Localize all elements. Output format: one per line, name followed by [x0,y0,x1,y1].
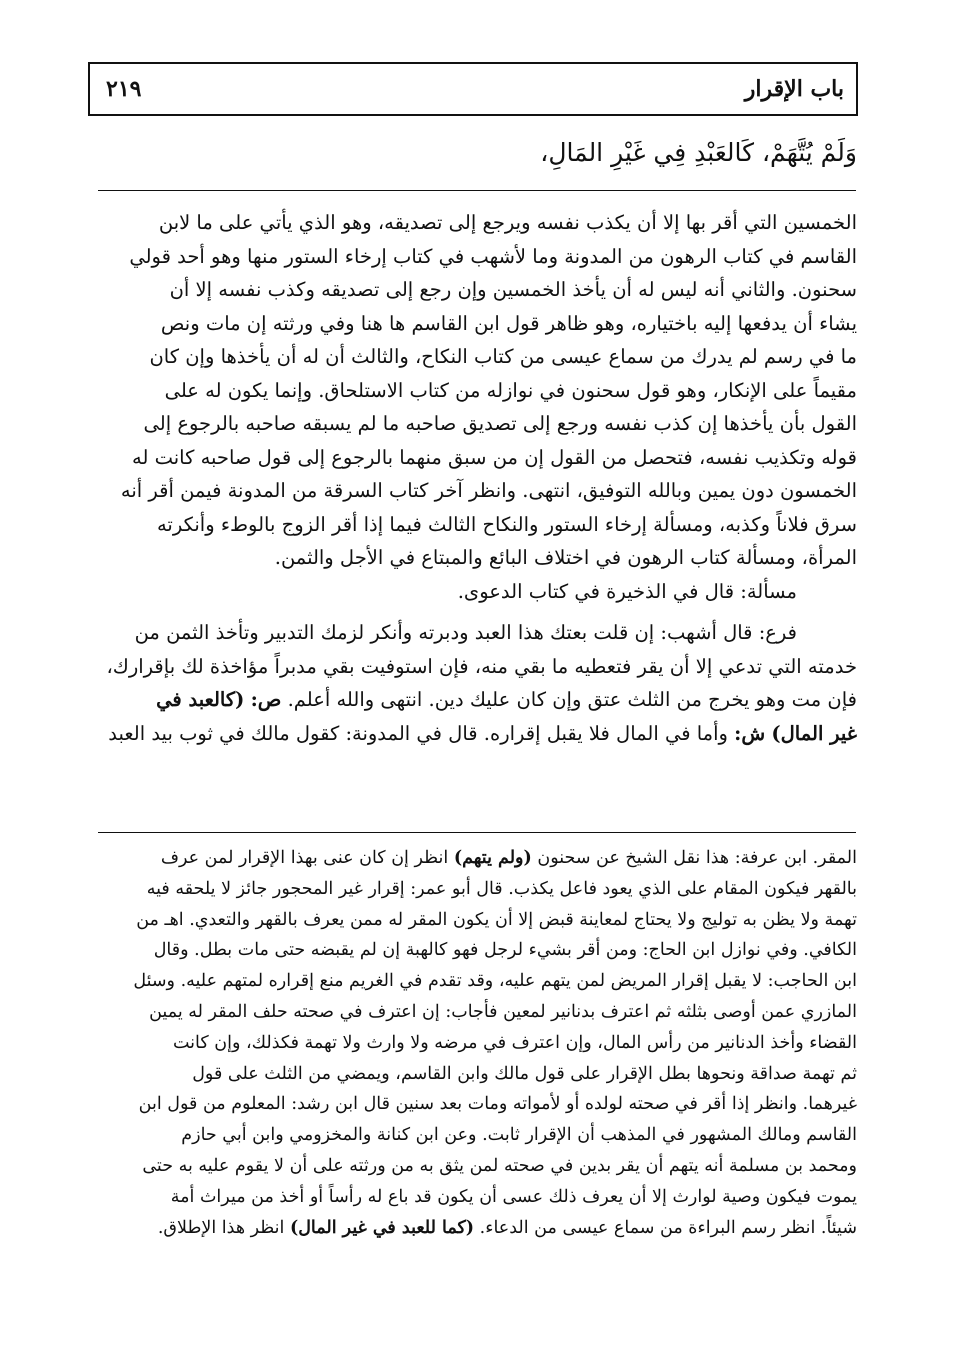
matn-text: وَلَمْ يُتَّهَمْ، كَالعَبْدِ فِي غَيْرِ المَالِ، [540,138,857,167]
footnote-text: المقر. ابن عرفة: هذا نقل الشيخ عن سحنون [537,848,857,868]
footnote-line: بالقهر فيكون المقام على الذي يعود فاعل يكذب. قال أبو عمر: إقرار غير المحجور جائز لا يلحقه فيه [146,878,857,899]
commentary-line: سرق فلاناً وكذبه، ومسألة إرخاء الستور والنكاح الثالث فيما إذا أقر الزوج بالوطء وأنكرته [156,512,857,536]
footnote-quote: (كما للعبد في غير المال) [289,1217,475,1238]
footnote-text: شيئاً. انظر رسم البراءة من سماع عيسى من الدعاء. [479,1217,857,1238]
commentary-line: مقيماً على الإنكار، وهو قول سحنون في نوازله من كتاب الاستلحاق. وإنما يكون له على [164,378,857,402]
commentary-line: الخمسين التي أقر بها إلا أن يكذب نفسه ويرجع إلى تصديقه، وهو الذي يأتي على ما لابن [158,211,857,234]
page-header [88,62,858,116]
footnote-line: تهمة ولا يظن به توليج ولا يحتاج لمعاينة قبض إلا أن يكون المقر له ممن يعرف بالقهر والتعدي. اهـ من [136,909,857,930]
commentary-line: القاسم في كتاب الرهون من المدونة وما لأشهب في كتاب إرخاء الستور منها وهو أحد قولي [129,244,857,268]
quoted-phrase: غير المال) [771,721,857,745]
page-number: ٢١٩ [106,76,142,102]
footnote-line: القاسم ومالك المشهور في المذهب أن الإقرار ثابت. وعن ابن كنانة والمخزومي وابن أبي حازم [181,1125,857,1146]
commentary-line: المرأة، ومسألة كتاب الرهون في اختلاف البائع والمبتاع في الأجل والثمن. [274,546,857,569]
footnote-line: غيرهما. وانظر إذا أقر في صحته لولده أو لأمواته ومات بعد سنين قال ابن رشد: المعلوم من قول ابن [138,1094,857,1115]
footnote-block [91,843,857,1243]
far-line: خدمته التي تدعي إلا أن يقر فتعطيه ما بقي منه، فإن استوفيت بقي مدبراً مؤاخذة لك بإقرارك، [106,654,857,678]
footnote-line: يموت فيكون وصية لوارث إلا أن يعرف ذلك عسى أن يكون قد باع له رأساً أو أخذ من ميراث أمة [170,1186,857,1207]
divider-top [98,190,856,191]
commentary-line: سحنون. والثاني أنه ليس له أن يأخذ الخمسين وإن رجع إلى تصديقه وكذب نفسه إلا أن [169,278,857,301]
footnote-line-first [91,843,857,874]
masala-line: مسألة: قال في الذخيرة في كتاب الدعوى. [457,579,797,603]
commentary-line: الخمسون دون يمين وبالله التوفيق، انتهى. وانظر آخر كتاب السرقة من المدونة فيمن أقر أنه [120,479,857,502]
commentary-line: يشاء أن يدفعها إليه باختياره، وهو ظاهر قول ابن القاسم ها هنا وفي ورثته إن مات ونص [160,311,857,335]
far-line: فرع: قال أشهب: إن قلت بعتك هذا العبد ودبرته وأنكر لزمك التدبير وتأخذ الثمن من [134,621,797,644]
far-line-with-sad [91,683,857,717]
divider-footnote [98,832,856,833]
sad-quote: (كالعبد في [156,688,245,711]
shin-label: ش: [734,721,766,745]
chapter-title: باب الإقرار [744,76,844,102]
commentary-block [91,206,857,750]
shin-line [91,717,857,751]
footnote-line: المازري عمن أوصى بثلثه ثم اعترف بدنانير لمعين فأجاب: إن اعترف في صحته حلف المقر له يمين [149,1001,857,1022]
footnote-line: ومحمد بن مسلمة أنه يتهم أن يقر بدين في صحته لمن يثق به من ورثته على أن لا يقوم عليه به حتى [142,1155,857,1176]
footnote-text: انظر هذا الإطلاق. [157,1217,285,1238]
commentary-line: قوله وتكذيب نفسه، فتحصل من القول إن من سبق منهما بالرجوع إلى قول صاحبه كانت له [132,445,857,469]
paragraph-gap [91,608,857,616]
footnote-line: ثم تهمة صداقة ونحوها بطل الإقرار على قول مالك وابن القاسم، ويمضي من الثلث على قول [192,1063,857,1084]
footnote-line: الكافي. وفي نوازل ابن الحاج: ومن أقر بشيء لرجل فهو كالهبة إن لم يقبضه حتى مات بطل. وقال [153,940,857,961]
footnote-line: ابن الحاجب: لا يقبل إقرار المريض لمن يتهم عليه، وقد تقدم في الغريم منع إقراره لمتهم عليه. وسئل [133,971,857,992]
commentary-line: القول بأن يأخذها إن كذب نفسه ورجع إلى تصديق صاحبه ما لم يسبقه صاحبه بالرجوع إلى [143,412,857,435]
shin-text: وأما في المال فلا يقبل إقراره. قال في المدونة: كقول مالك في ثوب بيد العبد [108,721,728,745]
far-line-text: فإن مت وهو يخرج من الثلث عتق وإن كان عليك دين. انتهى والله أعلم. [287,688,857,711]
sad-label: ص: [250,688,282,711]
footnote-line-last [91,1213,857,1244]
commentary-line: ما في رسم لم يدرك من سماع عيسى من كتاب النكاح، والثالث أن له أن يأخذها وإن كان [149,345,857,368]
footnote-text: انظر إن كان عنى بهذا الإقرار لمن عرف [160,848,449,868]
footnote-quote: (ولم يتهم) [453,848,532,868]
footnote-line: القضاء وأخذ الدنانير من رأس المال، وإن اعترف في مرضه ولا وارث ولا تهمة فكذلك، وإن كانت [172,1032,857,1053]
